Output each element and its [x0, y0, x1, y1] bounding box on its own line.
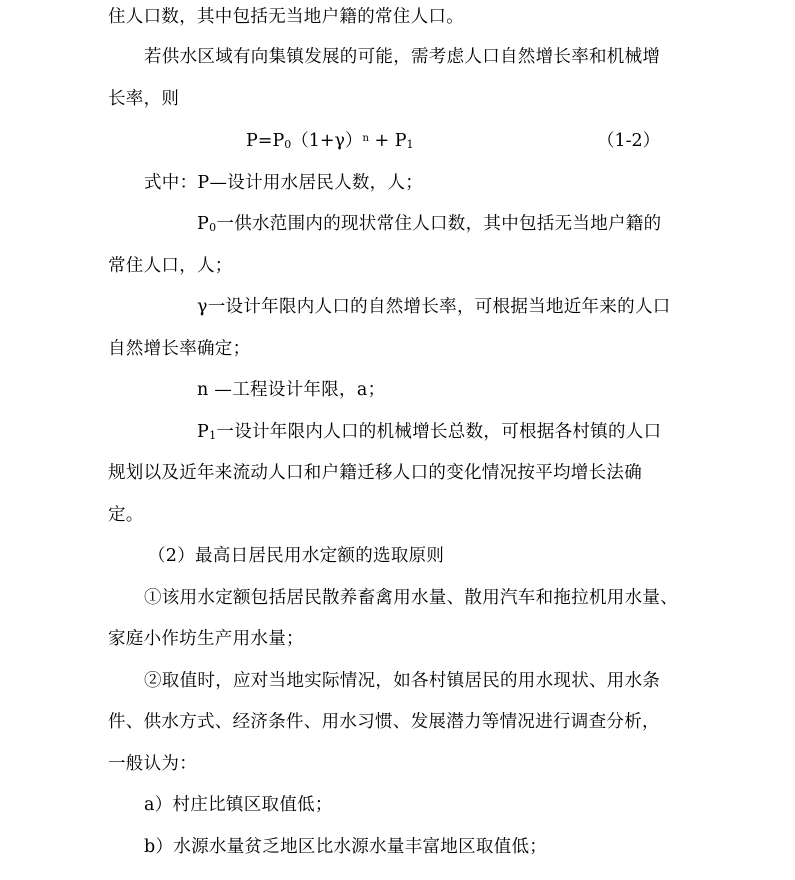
- text-line: 一般认为：: [108, 754, 197, 774]
- text-run: P: [197, 214, 210, 234]
- superscript: n: [362, 133, 369, 144]
- text-line: 长率，则: [108, 89, 180, 109]
- text-run: 一设计年限内人口的机械增长总数，可根据各村镇的人口: [216, 422, 662, 442]
- text-line: 若供水区域有向集镇发展的可能，需考虑人口自然增长率和机械增: [144, 47, 661, 67]
- text-line: 件、供水方式、经济条件、用水习惯、发展潜力等情况进行调查分析，: [108, 712, 660, 732]
- text-run: （1+γ）: [291, 131, 363, 151]
- text-run: 一供水范围内的现状常住人口数，其中包括无当地户籍的: [216, 214, 662, 234]
- subscript: 0: [209, 221, 217, 234]
- text-line: γ一设计年限内人口的自然增长率，可根据当地近年来的人口: [197, 297, 671, 317]
- text-line: n —工程设计年限，a；: [197, 380, 386, 400]
- subscript: 1: [209, 429, 217, 442]
- text-line: 定。: [108, 505, 144, 525]
- text-line: b）水源水量贫乏地区比水源水量丰富地区取值低；: [144, 837, 548, 857]
- text-run: P: [197, 422, 210, 442]
- text-line: ①该用水定额包括居民散养畜禽用水量、散用汽车和拖拉机用水量、: [144, 588, 678, 608]
- text-line: （2）最高日居民用水定额的选取原则: [148, 546, 445, 566]
- text-line: [0, 207, 661, 241]
- text-line: 住人口数，其中包括无当地户籍的常住人口。: [108, 7, 464, 27]
- text-line: 规划以及近年来流动人口和户籍迁移人口的变化情况按平均增长法确: [108, 463, 642, 483]
- text-line: 家庭小作坊生产用水量；: [108, 629, 304, 649]
- text-line: a）村庄比镇区取值低；: [144, 795, 333, 815]
- text-line: 式中：P—设计用水居民人数，人；: [144, 173, 424, 193]
- text-line: 自然增长率确定；: [108, 339, 251, 359]
- subscript: 1: [406, 138, 414, 151]
- text-line: 常住人口，人；: [108, 256, 233, 276]
- text-line: [0, 415, 661, 449]
- text-run: P=P: [246, 131, 285, 151]
- text-run: + P: [368, 131, 407, 151]
- formula-number: （1-2）: [597, 131, 661, 151]
- text-line: ②取值时，应对当地实际情况，如各村镇居民的用水现状、用水条: [144, 671, 661, 691]
- subscript: 0: [284, 138, 292, 151]
- population-formula: [246, 124, 414, 158]
